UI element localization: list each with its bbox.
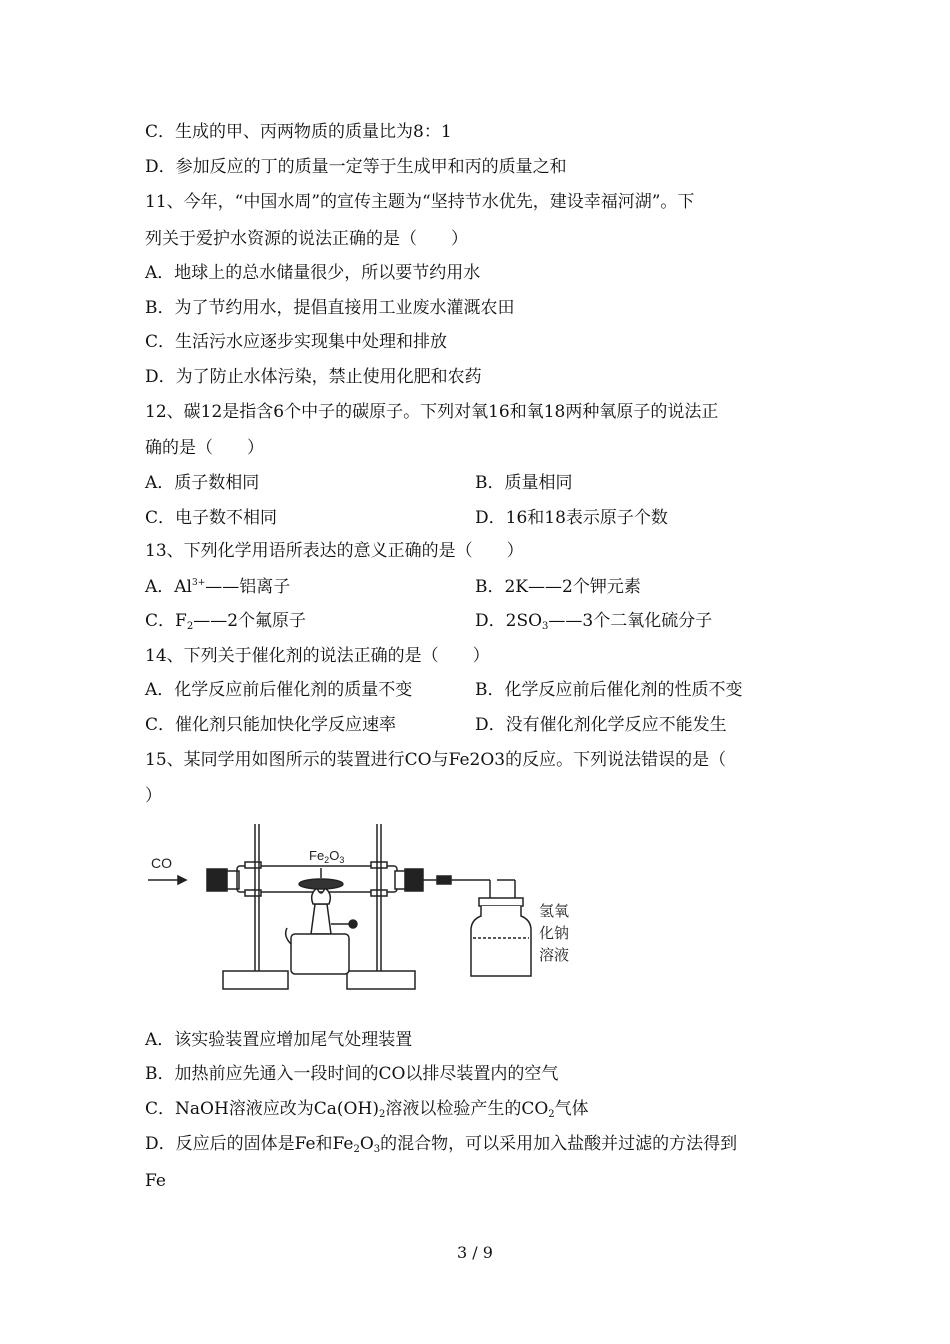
q13-option-d: D．$2SO_3——3$个二氧化硫分子: [475, 611, 713, 632]
q11-option-c: C．生活污水应逐步实现集中处理和排放: [145, 332, 448, 352]
q14-option-c: C．催化剂只能加快化学反应速率: [145, 715, 397, 735]
q13-option-a: A．$Al^{3+}——$铝离子: [145, 577, 291, 597]
q15-stem-line1: 15、某同学用如图所示的装置进行CO与Fe2O3的反应。下列说法错误的是（: [145, 750, 727, 770]
q13-option-c: C．$F_2——2$个氟原子: [145, 611, 307, 632]
q11-stem-line1: 11、今年，“中国水周”的宣传主题为“坚持节水优先，建设幸福河湖”。下: [145, 192, 695, 212]
co-label: CO: [151, 855, 172, 871]
q14-stem: 14、下列关于催化剂的说法正确的是（ ）: [145, 646, 490, 666]
burner-valve-knob: [349, 920, 357, 928]
q12-option-d: D．16和18表示原子个数: [475, 508, 668, 528]
right-clamp-top: [371, 862, 387, 868]
fe2o3-label: $Fe_2O_3$: [309, 848, 345, 865]
gas-washing-bottle: [471, 906, 531, 976]
left-stand-base: [223, 971, 288, 989]
burner-body: [291, 934, 349, 974]
q15-stem-line2: ）: [145, 786, 162, 806]
q15-option-d: D．反应后的固体是Fe和$Fe_2O_3$的混合物，可以采用加入盐酸并过滤的方法得到: [145, 1134, 738, 1155]
q11-stem-line2: 列关于爱护水资源的说法正确的是（ ）: [145, 229, 468, 249]
burner-gas-inlet: [286, 928, 291, 944]
page-number: 3 / 9: [457, 1243, 493, 1262]
flame: [312, 888, 331, 904]
right-stopper: [405, 869, 423, 891]
q11-option-b: B．为了节约用水，提倡直接用工业废水灌溉农田: [145, 298, 515, 318]
q13-stem: 13、下列化学用语所表达的意义正确的是（ ）: [145, 541, 524, 561]
q15-option-c: C．NaOH溶液应改为$Ca(OH)_2$溶液以检验产生的$CO_2$气体: [145, 1099, 589, 1120]
co-fe2o3-apparatus-figure: [145, 816, 575, 996]
left-stopper: [207, 869, 227, 891]
naoh-label-line3: 溶液: [539, 946, 570, 964]
q10-option-d: D．参加反应的丁的质量一定等于生成甲和丙的质量之和: [145, 157, 567, 177]
q12-stem-line2: 确的是（ ）: [145, 438, 264, 458]
q12-option-b: B．质量相同: [475, 473, 573, 493]
q14-option-d: D．没有催化剂化学反应不能发生: [475, 715, 727, 735]
burner-stem: [311, 904, 331, 934]
q15-option-d-continuation: Fe: [145, 1171, 166, 1191]
naoh-label-line2: 化钠: [539, 924, 570, 942]
fe2o3-powder: [299, 879, 343, 889]
q15-option-a: A．该实验装置应增加尾气处理装置: [145, 1030, 413, 1050]
q11-option-d: D．为了防止水体污染，禁止使用化肥和农药: [145, 367, 482, 387]
q12-option-a: A．质子数相同: [145, 473, 260, 493]
q14-option-a: A．化学反应前后催化剂的质量不变: [145, 680, 413, 700]
q12-stem-line1: 12、碳12是指含6个中子的碳原子。下列对氧16和氧18两种氧原子的说法正: [145, 402, 719, 422]
right-stand-base: [347, 971, 415, 989]
co-arrow-head: [178, 876, 186, 884]
right-clamp-bottom: [371, 890, 387, 896]
rubber-connector: [437, 876, 451, 884]
bottle-stopper: [479, 898, 523, 906]
q15-option-b: B．加热前应先通入一段时间的CO以排尽装置内的空气: [145, 1064, 559, 1084]
q14-option-b: B．化学反应前后催化剂的性质不变: [475, 680, 743, 700]
q10-option-c: C．生成的甲、丙两物质的质量比为8：1: [145, 122, 452, 142]
q11-option-a: A．地球上的总水储量很少，所以要节约用水: [145, 263, 481, 283]
naoh-label-line1: 氢氧: [539, 902, 570, 920]
q12-option-c: C．电子数不相同: [145, 508, 278, 528]
q13-option-b: B．2K——2个钾元素: [475, 577, 641, 597]
